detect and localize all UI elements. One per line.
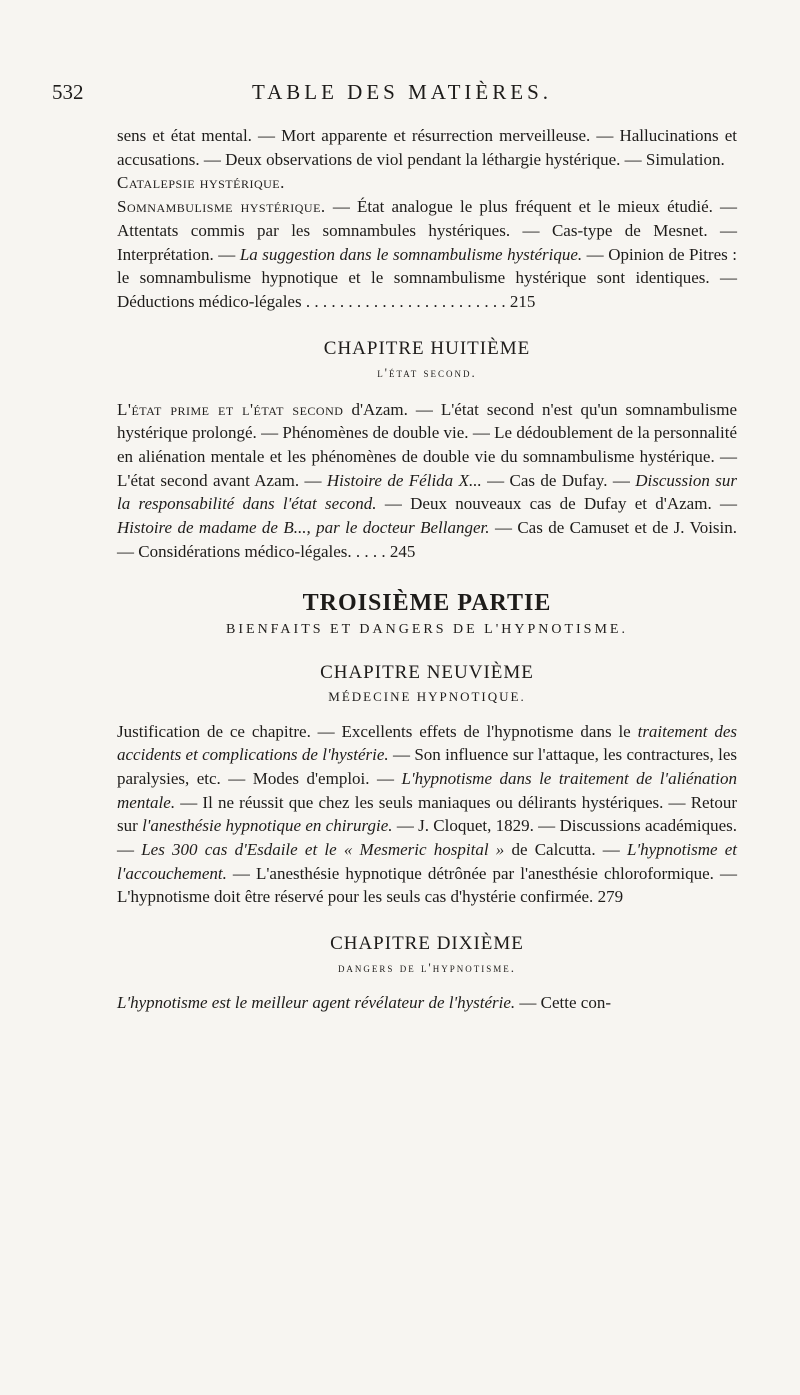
toc-text: — État analogue le plus fréquent et le mieux étudié. — Attentats commis par les somnambules hystériques. — Cas-type de Mesnet. — Interprétation. —	[117, 197, 738, 264]
toc-text: sens et état mental. — Mort apparente et résurrection merveilleuse. — Hallucinations et accusations. — Deux observations de viol pendant la léthargie hystérique. — Simulation.	[117, 126, 737, 169]
toc-entry-etat-second	[117, 398, 737, 564]
chapter-subtitle: dangers de l'hypnotisme.	[337, 960, 517, 976]
toc-text: — Cette con-	[515, 993, 612, 1013]
running-head	[52, 80, 752, 110]
toc-text: — J. Cloquet, 1829. — Discussions académiques. —	[117, 816, 737, 860]
page-number: 532	[52, 80, 84, 104]
toc-italic-title: L'hypnotisme est le meilleur agent révélateur de l'hystérie.	[117, 993, 516, 1013]
toc-text: de Calcutta. —	[504, 840, 627, 860]
toc-italic-title: traitement des accidents et complications de l'hystérie.	[117, 721, 737, 765]
toc-text: d'Azam. — L'état second n'est qu'un somnambulisme hystérique prolongé. — Phénomènes de double vie. — Le dédoublement de la personnalité en aliénation mentale et les phénomènes de double vie du somnambulisme hystérique. — L'état second avant Azam. —	[117, 399, 738, 490]
toc-text: — Deux nouveaux cas de Dufay et d'Azam. —	[376, 494, 737, 514]
running-title: TABLE DES MATIÈRES.	[251, 80, 553, 104]
chapter-title: CHAPITRE HUITIÈME	[323, 337, 531, 359]
toc-italic-title: Les 300 cas d'Esdaile et le « Mesmeric hospital »	[141, 840, 505, 860]
toc-text: — L'anesthésie hypnotique détrônée par l'anesthésie chloroformique. — L'hypnotisme doit être réservé pour les seuls cas d'hystérie confirmée.	[117, 863, 737, 907]
chapter-subtitle: MÉDECINE HYPNOTIQUE.	[328, 688, 526, 704]
toc-italic-title: L'hypnotisme et l'accouchement.	[117, 840, 737, 883]
entry-heading: L'état prime et l'état second	[117, 399, 344, 419]
part-subtitle: BIENFAITS ET DANGERS DE L'HYPNOTISME.	[226, 621, 628, 637]
table-of-contents	[117, 124, 737, 1015]
toc-text: — Son influence sur l'attaque, les contractures, les paralysies, etc. — Modes d'emploi. —	[117, 745, 738, 788]
toc-text: — Cas de Camuset et de J. Voisin. — Considérations médico-légales. . . . .	[117, 518, 738, 561]
entry-heading: Catalepsie hystérique.	[117, 173, 285, 193]
part-title: TROISIÈME PARTIE	[302, 589, 552, 616]
toc-italic-title: La suggestion dans le somnambulisme hystérique.	[239, 244, 583, 264]
toc-text: Justification de ce chapitre. — Excellents effets de l'hypnotisme dans le	[117, 721, 638, 741]
toc-italic-title: Discussion sur la responsabilité dans l'état second.	[117, 470, 737, 514]
toc-entry-continuation	[117, 124, 737, 171]
page-reference: 245	[389, 541, 416, 561]
toc-text: — Opinion de Pitres : le somnambulisme hypnotique et le somnambulisme hystérique sont identiques. — Déductions médico-légales . . . . . . . . . . . . . . . . . . . . . . . .	[117, 244, 738, 311]
toc-text: — Il ne réussit que chez les seuls maniaques ou délirants hystériques. — Retour sur	[117, 792, 737, 836]
toc-entry-catalepsy	[117, 171, 737, 195]
toc-italic-title: Histoire de Félida X...	[326, 470, 482, 490]
entry-heading: Somnambulisme hystérique.	[117, 197, 326, 217]
toc-italic-title: L'hypnotisme dans le traitement de l'aliénation mentale.	[117, 768, 738, 812]
toc-entry-dangers	[117, 991, 737, 1015]
toc-entry-medecine	[117, 720, 737, 910]
toc-entry-somnambulism	[117, 195, 737, 314]
chapter-title: CHAPITRE NEUVIÈME	[320, 661, 534, 683]
chapter-subtitle: l'état second.	[377, 364, 477, 380]
page-reference: 215	[509, 291, 536, 311]
toc-text: — Cas de Dufay. —	[481, 470, 636, 490]
toc-italic-title: l'anesthésie hypnotique en chirurgie.	[142, 816, 393, 836]
page-reference: 279	[597, 887, 624, 907]
chapter-title: CHAPITRE DIXIÈME	[330, 933, 524, 955]
toc-italic-title: Histoire de madame de B..., par le docteur Bellanger.	[117, 518, 490, 538]
